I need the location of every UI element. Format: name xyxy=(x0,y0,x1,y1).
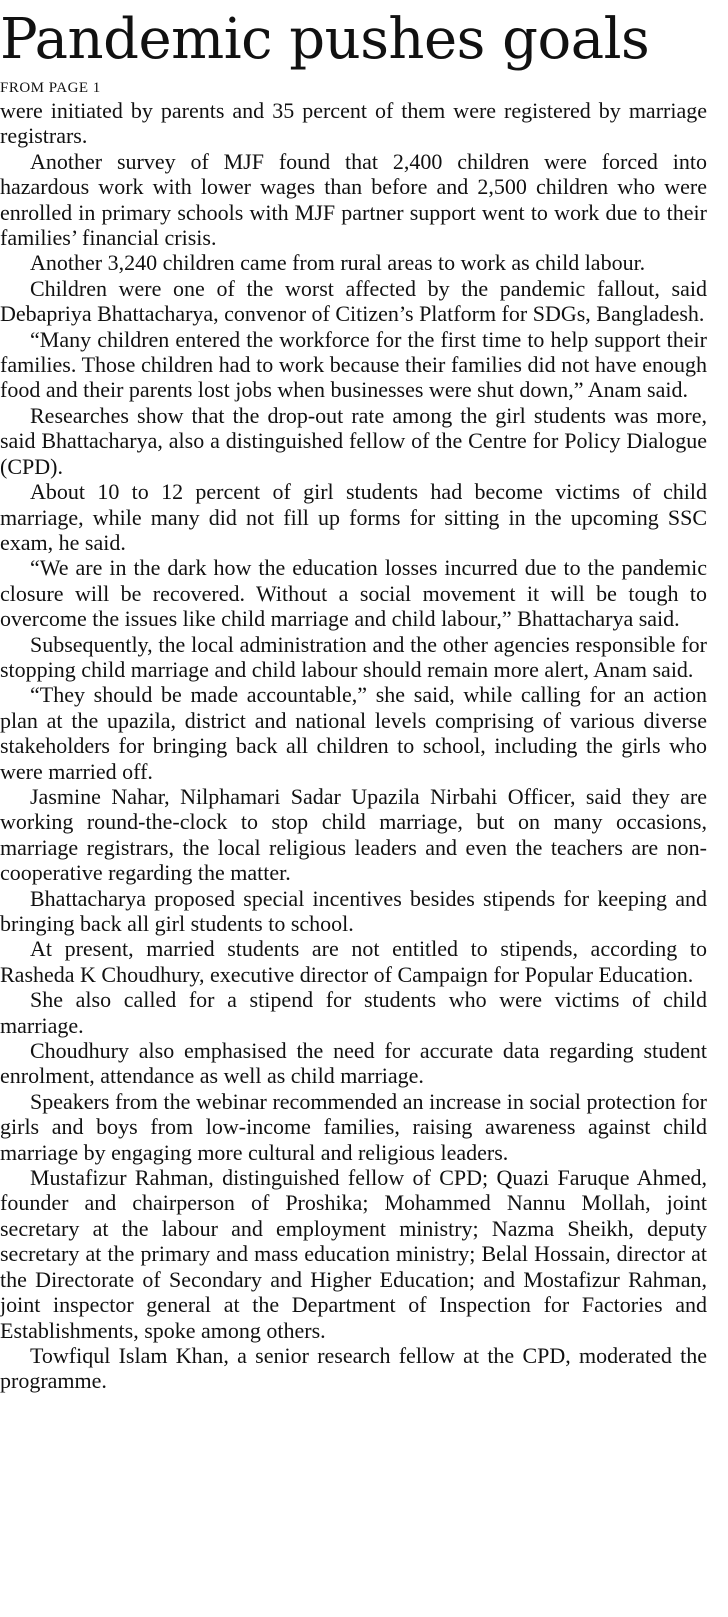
paragraph: “We are in the dark how the education losses incurred due to the pandemic closure will be recovered. Without a social movement it will be tough to overcome the issues like child marriage and child labour,” Bhattacharya said. xyxy=(0,555,707,632)
paragraph: Bhattacharya proposed special incentives besides stipends for keeping and bringing back all girl students to school. xyxy=(0,885,707,936)
paragraph: Jasmine Nahar, Nilphamari Sadar Upazila Nirbahi Officer, said they are working round-the-clock to stop child marriage, but on many occasions, marriage registrars, the local religious leaders and even the teachers are non-cooperative regarding the matter. xyxy=(0,783,707,886)
article-body xyxy=(0,98,707,1394)
paragraph: were initiated by parents and 35 percent of them were registered by marriage registrars. xyxy=(0,98,707,149)
paragraph: Towfiqul Islam Khan, a senior research fellow at the CPD, moderated the programme. xyxy=(0,1342,707,1394)
paragraph: She also called for a stipend for students who were victims of child marriage. xyxy=(0,987,707,1038)
paragraph: At present, married students are not entitled to stipends, according to Rasheda K Choudhury, executive director of Campaign for Popular Education. xyxy=(0,936,707,987)
paragraph: “They should be made accountable,” she said, while calling for an action plan at the upazila, district and national levels comprising of various diverse stakeholders for bringing back all children to school, including the girls who were married off. xyxy=(0,682,707,784)
paragraph: Choudhury also emphasised the need for accurate data regarding student enrolment, attendance as well as child marriage. xyxy=(0,1038,707,1089)
paragraph: Speakers from the webinar recommended an increase in social protection for girls and boys from low-income families, raising awareness against child marriage by engaging more cultural and religious leaders. xyxy=(0,1088,707,1165)
paragraph: Another survey of MJF found that 2,400 children were forced into hazardous work with lower wages than before and 2,500 children who were enrolled in primary schools with MJF partner support went to work due to their families’ financial crisis. xyxy=(0,148,707,251)
paragraph: Subsequently, the local administration and the other agencies responsible for stopping child marriage and child labour should remain more alert, Anam said. xyxy=(0,631,707,682)
paragraph: Children were one of the worst affected by the pandemic fallout, said Debapriya Bhattacharya, convenor of Citizen’s Platform for SDGs, Bangladesh. xyxy=(0,275,707,327)
paragraph: Researches show that the drop-out rate among the girl students was more, said Bhattacharya, also a distinguished fellow of the Centre for Policy Dialogue (CPD). xyxy=(0,402,707,479)
paragraph: “Many children entered the workforce for the first time to help support their families. Those children had to work because their families did not have enough food and their parents lost jobs when businesses were shut down,” Anam said. xyxy=(0,326,707,403)
jump-label: FROM PAGE 1 xyxy=(0,80,101,96)
paragraph: Mustafizur Rahman, distinguished fellow of CPD; Quazi Faruque Ahmed, founder and chairperson of Proshika; Mohammed Nannu Mollah, joint secretary at the labour and employment ministry; Nazma Sheikh, deputy secretary at the primary and mass education ministry; Belal Hossain, director at the Directorate of Secondary and Higher Education; and Mostafizur Rahman, joint inspector general at the Department of Inspection for Factories and Establishments, spoke among others. xyxy=(0,1165,707,1343)
headline: Pandemic pushes goals xyxy=(0,7,650,72)
paragraph: Another 3,240 children came from rural areas to work as child labour. xyxy=(30,250,646,276)
paragraph: About 10 to 12 percent of girl students had become victims of child marriage, while many did not fill up forms for sitting in the upcoming SSC exam, he said. xyxy=(0,479,707,555)
